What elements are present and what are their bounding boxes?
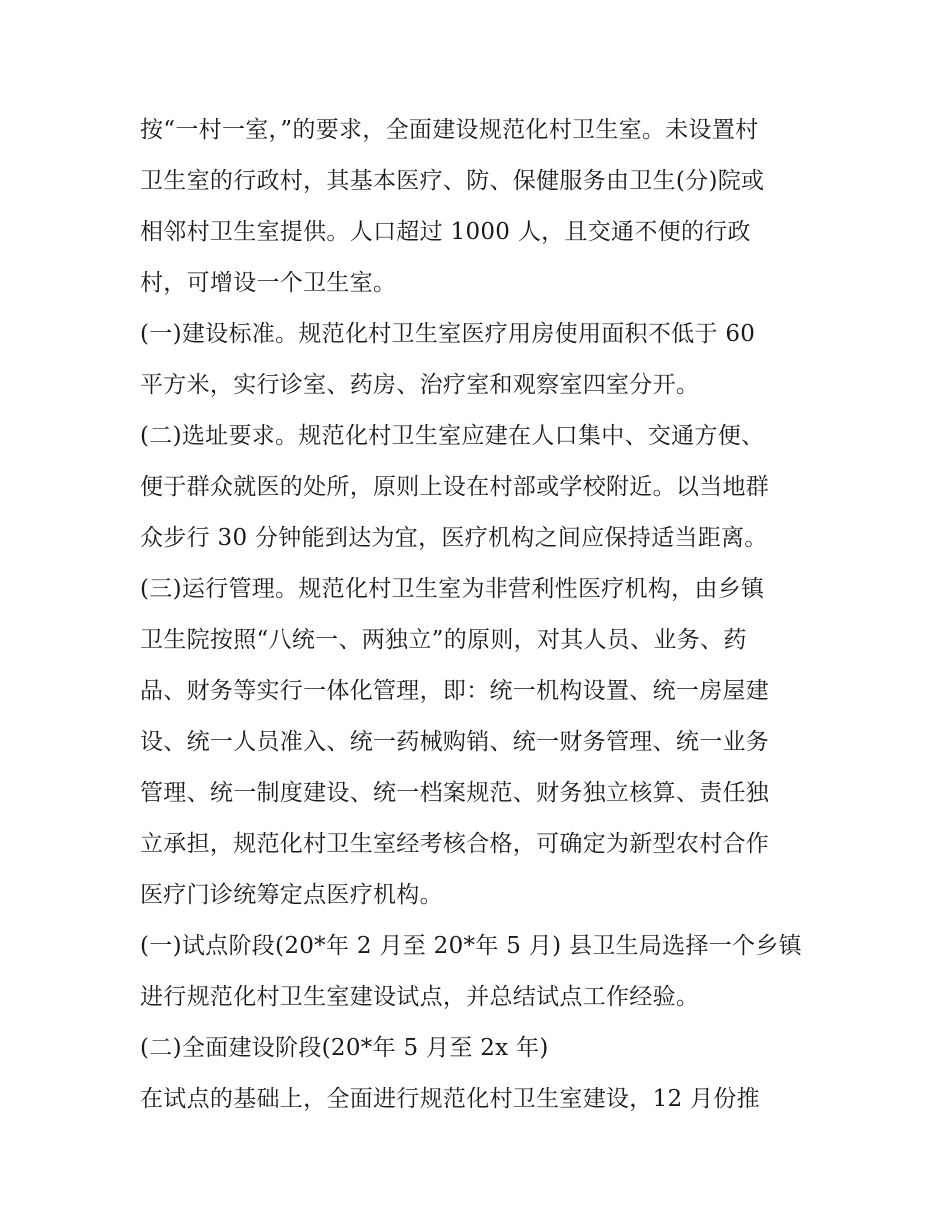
text-line: 医疗门诊统筹定点医疗机构。	[140, 882, 443, 908]
text-line: 平方米，实行诊室、药房、治疗室和观察室四室分开。	[140, 372, 700, 398]
text-line: (一)试点阶段(20*年 2 月至 20*年 5 月) 县卫生局选择一个乡镇	[140, 933, 802, 959]
text-line: 便于群众就医的处所，原则上设在村部或学校附近。以当地群	[140, 474, 770, 500]
text-line: (一)建设标准。规范化村卫生室医疗用房使用面积不低于 60	[140, 321, 756, 347]
text-line: 众步行 30 分钟能到达为宜，医疗机构之间应保持适当距离。	[140, 525, 768, 551]
text-line: 在试点的基础上，全面进行规范化村卫生室建设，12 月份推	[140, 1086, 760, 1112]
text-line: 按“一村一室，”的要求，全面建设规范化村卫生室。未设置村	[140, 117, 759, 143]
text-line: 卫生室的行政村，其基本医疗、防、保健服务由卫生(分)院或	[140, 168, 765, 194]
text-line: (二)选址要求。规范化村卫生室应建在人口集中、交通方便、	[140, 423, 765, 449]
text-line: (三)运行管理。规范化村卫生室为非营利性医疗机构，由乡镇	[140, 576, 765, 602]
text-line: 进行规范化村卫生室建设试点，并总结试点工作经验。	[140, 984, 700, 1010]
document-body	[140, 110, 830, 1130]
text-line: 村，可增设一个卫生室。	[140, 270, 397, 296]
text-line: 立承担，规范化村卫生室经考核合格，可确定为新型农村合作	[140, 831, 770, 857]
text-line: 品、财务等实行一体化管理，即：统一机构设置、统一房屋建	[140, 678, 770, 704]
text-line: (二)全面建设阶段(20*年 5 月至 2x 年)	[140, 1035, 549, 1061]
text-line: 管理、统一制度建设、统一档案规范、财务独立核算、责任独	[140, 780, 770, 806]
text-line: 相邻村卫生室提供。人口超过 1000 人，且交通不便的行政	[140, 219, 751, 245]
text-line: 设、统一人员准入、统一药械购销、统一财务管理、统一业务	[140, 729, 770, 755]
text-line: 卫生院按照“八统一、两独立”的原则，对其人员、业务、药	[140, 627, 747, 653]
